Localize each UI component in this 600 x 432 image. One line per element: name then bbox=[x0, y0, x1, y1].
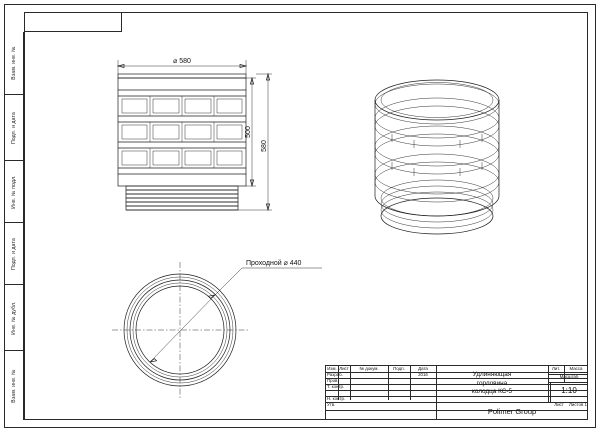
tb-company-name: Polimer Group bbox=[487, 406, 537, 416]
margin-cell-label: Подп. и дата bbox=[11, 111, 17, 144]
front-view bbox=[118, 58, 272, 210]
tb-sheets-header: Листов 1 bbox=[569, 402, 587, 407]
tb-drawing-title bbox=[436, 367, 548, 401]
title-block bbox=[325, 365, 588, 420]
tb-col-podp: Подп. bbox=[393, 366, 405, 371]
tb-scale-value: 1:10 bbox=[561, 385, 577, 395]
isometric-view bbox=[375, 80, 499, 234]
tb-role-razrab: Разраб. bbox=[327, 372, 343, 377]
tb-col-docnum: № докум. bbox=[359, 366, 379, 371]
margin-cell-label: Подп. и дата bbox=[11, 237, 17, 270]
dimension-label-height-outer: 580 bbox=[261, 140, 268, 152]
front-view-thread bbox=[126, 186, 238, 210]
tb-date-value: 2016 bbox=[418, 372, 428, 377]
tb-role-utv: Утв. bbox=[327, 402, 336, 407]
tb-scale-header: Масштаб bbox=[559, 374, 579, 379]
tb-role-prov: Пров. bbox=[327, 378, 339, 383]
dimension-label-height-inner: 500 bbox=[245, 126, 252, 138]
margin-cell-label: Инв. № дубл. bbox=[11, 300, 17, 335]
tb-sheet-header: Лист bbox=[554, 402, 564, 407]
plan-view bbox=[112, 259, 322, 398]
tb-col-izm: Изм. bbox=[327, 366, 337, 371]
tb-title-line-1: Удлиняющая bbox=[472, 371, 512, 379]
dimension-label-diameter: ⌀ 580 bbox=[173, 58, 191, 65]
margin-cell-label: Взам. инв. № bbox=[11, 46, 17, 80]
tb-role-tkontr: Т. контр. bbox=[327, 384, 345, 389]
margin-cell-label: Инв. № подл. bbox=[11, 174, 17, 209]
margin-cell-label: Взам. инв. № bbox=[11, 368, 17, 403]
dimension-height-500 bbox=[245, 78, 256, 186]
tb-stage-header: Лит. bbox=[551, 366, 561, 371]
tb-title-line-3: колодца КС-5 bbox=[471, 388, 513, 396]
tb-mass-header: Масса bbox=[569, 366, 583, 371]
tb-col-list: Лист bbox=[339, 366, 349, 371]
plan-view-callout: Проходной ⌀ 440 bbox=[246, 260, 302, 267]
tb-col-data: Дата bbox=[418, 366, 428, 371]
tb-role-nkontr: Н. контр. bbox=[327, 396, 346, 401]
dimension-diameter-580 bbox=[118, 58, 246, 74]
tb-title-line-2: горловина bbox=[476, 379, 508, 387]
